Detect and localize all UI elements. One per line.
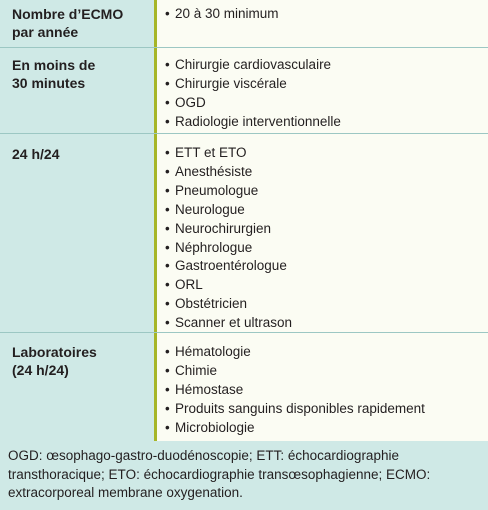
item-text: Produits sanguins disponibles rapidement [175, 400, 425, 416]
row-items [157, 0, 488, 47]
item-text: 20 à 30 minimum [175, 6, 279, 21]
list-item [165, 343, 480, 362]
item-text: Chimie [175, 362, 218, 378]
list-item [165, 94, 480, 113]
row-label-line: En moins de [12, 57, 96, 73]
list-item [165, 5, 480, 24]
row-label-line: par année [12, 24, 79, 40]
list-item [165, 113, 480, 132]
item-text: Anesthésiste [175, 163, 253, 179]
bullet: • [165, 220, 170, 236]
footnote-line: OGD: œsophago-gastro-duodénoscopie; ETT: échocardiographie [8, 448, 399, 463]
list-item [165, 381, 480, 400]
list-item [165, 144, 480, 163]
list-item [165, 239, 480, 258]
list-item [165, 362, 480, 381]
bullet: • [165, 182, 170, 198]
item-text: Hématologie [175, 344, 251, 359]
table-row [0, 0, 488, 48]
list-item [165, 276, 480, 295]
list-item [165, 419, 480, 438]
item-text: Radiologie interventionnelle [175, 113, 341, 129]
row-items [157, 48, 488, 133]
item-text: ORL [175, 277, 203, 293]
row-label [0, 48, 154, 133]
bullet: • [165, 94, 170, 110]
row-label-line: Nombre d’ECMO [12, 6, 124, 22]
bullet: • [165, 145, 170, 160]
row-label-line: 30 minutes [12, 75, 86, 91]
list-item [165, 257, 480, 276]
item-text: Neurologue [175, 201, 245, 217]
footnote-line: transthoracique; ETO: échocardiographie transœsophagienne; ECMO: [8, 466, 431, 482]
item-text: Chirurgie cardiovasculaire [175, 57, 332, 72]
list-item [165, 163, 480, 182]
item-text: Gastroentérologue [175, 258, 287, 274]
bullet: • [165, 419, 170, 435]
list-item [165, 56, 480, 75]
table-row [0, 134, 488, 333]
list-item [165, 182, 480, 201]
row-label [0, 134, 154, 332]
bullet: • [165, 75, 170, 91]
row-label-line: 24 h/24 [12, 146, 60, 162]
bullet: • [165, 113, 170, 129]
item-text: Obstétricien [175, 296, 248, 312]
footnote-line: extracorporeal membrane oxygenation. [8, 485, 243, 501]
bullet: • [165, 344, 170, 359]
bullet: • [165, 57, 170, 72]
table-footnote [0, 441, 488, 510]
bullet: • [165, 258, 170, 274]
list-item [165, 75, 480, 94]
row-items [157, 134, 488, 332]
bullet: • [165, 277, 170, 293]
item-text: Chirurgie viscérale [175, 75, 287, 91]
table-row [0, 333, 488, 443]
bullet: • [165, 239, 170, 255]
list-item [165, 220, 480, 239]
item-text: Hémostase [175, 381, 244, 397]
list-item [165, 314, 480, 333]
item-text: OGD [175, 94, 206, 110]
table-row [0, 48, 488, 134]
item-text: Scanner et ultrason [175, 315, 293, 331]
bullet: • [165, 6, 170, 21]
item-text: Néphrologue [175, 239, 253, 255]
list-item [165, 295, 480, 314]
item-text: Neurochirurgien [175, 220, 272, 236]
list-item [165, 201, 480, 220]
bullet: • [165, 296, 170, 312]
row-items [157, 333, 488, 441]
row-label [0, 0, 154, 47]
row-label-line: Laboratoires [12, 344, 97, 360]
bullet: • [165, 381, 170, 397]
bullet: • [165, 400, 170, 416]
row-label-line: (24 h/24) [12, 362, 69, 378]
item-text: Pneumologue [175, 182, 259, 198]
bullet: • [165, 315, 170, 331]
bullet: • [165, 362, 170, 378]
row-label [0, 333, 154, 441]
bullet: • [165, 201, 170, 217]
bullet: • [165, 163, 170, 179]
item-text: ETT et ETO [175, 145, 247, 160]
list-item [165, 400, 480, 419]
item-text: Microbiologie [175, 419, 255, 435]
